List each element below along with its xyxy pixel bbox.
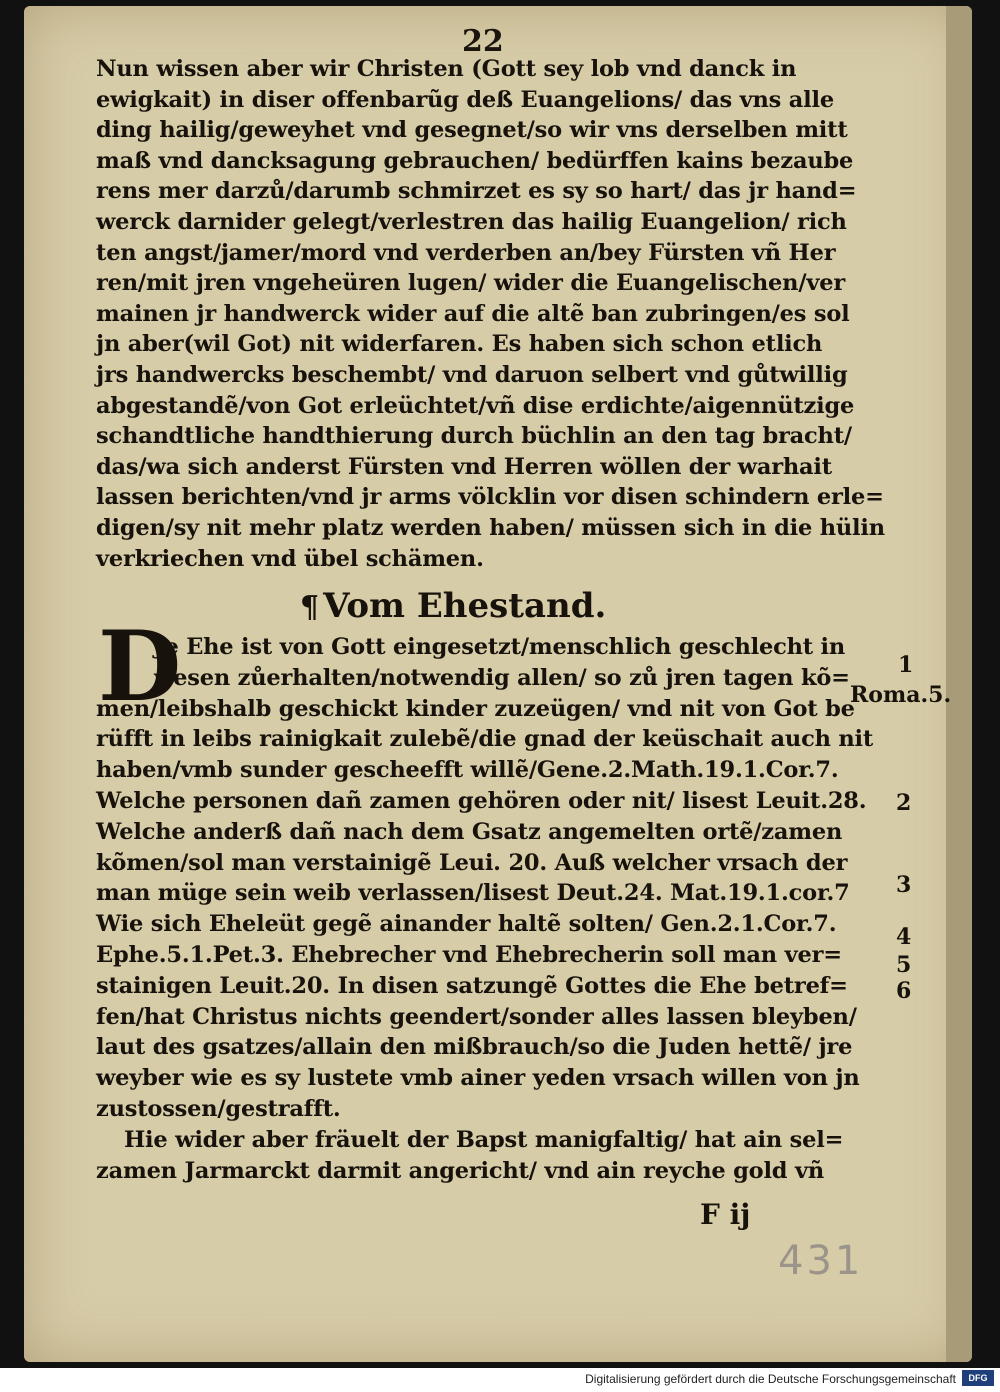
text-line: jrs handwercks beschembt/ vnd daruon selbert vnd gůtwillig [96,361,848,388]
margin-note: 1 [898,652,914,678]
text-line: kõmen/sol man verstainigẽ Leui. 20. Auß welcher vrsach der [96,849,848,876]
text-line: verkriechen vnd übel schämen. [96,545,484,572]
text-line: Ephe.5.1.Pet.3. Ehebrecher vnd Ehebrecherin soll man ver= [96,941,842,968]
text-line: abgestandẽ/von Got erleüchtet/vñ dise erdichte/aigennützige [96,392,855,419]
section-heading [300,586,606,626]
text-line: Nun wissen aber wir Christen (Gott sey lob vnd danck in [96,56,797,82]
drop-capital: D [98,610,182,723]
text-line: Hie wider aber fräuelt der Bapst manigfaltig/ hat ain sel= [124,1126,844,1153]
text-line: ding hailig/geweyhet vnd gesegnet/so wir vns derselben mitt [96,117,848,144]
margin-note: 2 [896,790,912,816]
text-line: wesen zůerhalten/notwendig allen/ so zů jren tagen kõ= [154,664,850,691]
text-line: laut des gsatzes/allain den mißbrauch/so die Juden hettẽ/ jre [96,1034,853,1061]
margin-note: 5 [896,952,912,978]
footer-credit: Digitalisierung gefördert durch die Deutsche Forschungsgemeinschaft [585,1372,956,1386]
text-line: ren/mit jren vngeheüren lugen/ wider die Euangelischen/ver [96,270,845,297]
text-line: jn aber(wil Got) nit widerfaren. Es haben sich schon etlich [96,331,823,358]
margin-note: 3 [896,872,912,898]
dfg-logo: DFG [962,1370,994,1386]
text-line: haben/vmb sunder gescheefft willẽ/Gene.2.Math.19.1.Cor.7. [96,757,839,784]
text-line: schandtliche handthierung durch büchlin an den tag bracht/ [96,423,852,450]
text-line: das/wa sich anderst Fürsten vnd Herren wöllen der warhait [96,453,832,480]
text-line: weyber wie es sy lustete vmb ainer yeden vrsach willen von jn [96,1065,860,1092]
text-line: men/leibshalb geschickt kinder zuzeügen/ vnd nit von Got be [96,695,855,722]
text-line: lassen berichten/vnd jr arms völcklin vor disen schindern erle= [96,484,884,511]
text-line: ewigkait) in diser offenbarũg deß Euangelions/ das vns alle [96,86,834,113]
text-line: fen/hat Christus nichts geendert/sonder alles lassen bleyben/ [96,1003,857,1030]
text-line: stainigen Leuit.20. In disen satzungẽ Gottes die Ehe betref= [96,972,848,999]
margin-note: Roma.5. [850,682,952,708]
text-line: maß vnd dancksagung gebrauchen/ bedürffen kains bezaube [96,147,854,174]
text-line: zamen Jarmarckt darmit angericht/ vnd ain reyche gold vñ [96,1157,824,1184]
text-line: Je Ehe ist von Gott eingesetzt/menschlich geschlecht in [154,634,846,660]
pilcrow-icon: ¶ [300,590,320,625]
pencil-page-number: 431 [778,1238,864,1284]
text-line: digen/sy nit mehr platz werden haben/ müssen sich in die hülin [96,514,885,541]
body-text [96,54,885,574]
text-line: rens mer darzů/darumb schmirzet es sy so hart/ das jr hand= [96,178,857,205]
text-line: ten angst/jamer/mord vnd verderben an/bey Fürsten vñ Her [96,239,836,266]
text-line: Welche personen dañ zamen gehören oder nit/ lisest Leuit.28. [96,787,867,814]
text-line: Welche anderß dañ nach dem Gsatz angemelten ortẽ/zamen [96,818,843,845]
text-line: rüfft in leibs rainigkait zulebẽ/die gnad der keüschait auch nit [96,726,874,753]
text-line: Wie sich Eheleüt gegẽ ainander haltẽ solten/ Gen.2.1.Cor.7. [96,911,837,938]
text-line: man müge sein weib verlassen/lisest Deut.24. Mat.19.1.cor.7 [96,880,850,907]
section-heading-text: Vom Ehestand. [323,586,607,626]
page-number: 22 [462,24,504,59]
signature-mark: F ij [700,1198,751,1231]
text-line: werck darnider gelegt/verlestren das hailig Euangelion/ rich [96,208,847,235]
section-text [96,632,874,1186]
margin-note: 6 [896,978,912,1004]
text-line: mainen jr handwerck wider auf die altẽ ban zubringen/es sol [96,300,850,327]
text-line: zustossen/gestrafft. [96,1095,341,1122]
margin-note: 4 [896,924,912,950]
